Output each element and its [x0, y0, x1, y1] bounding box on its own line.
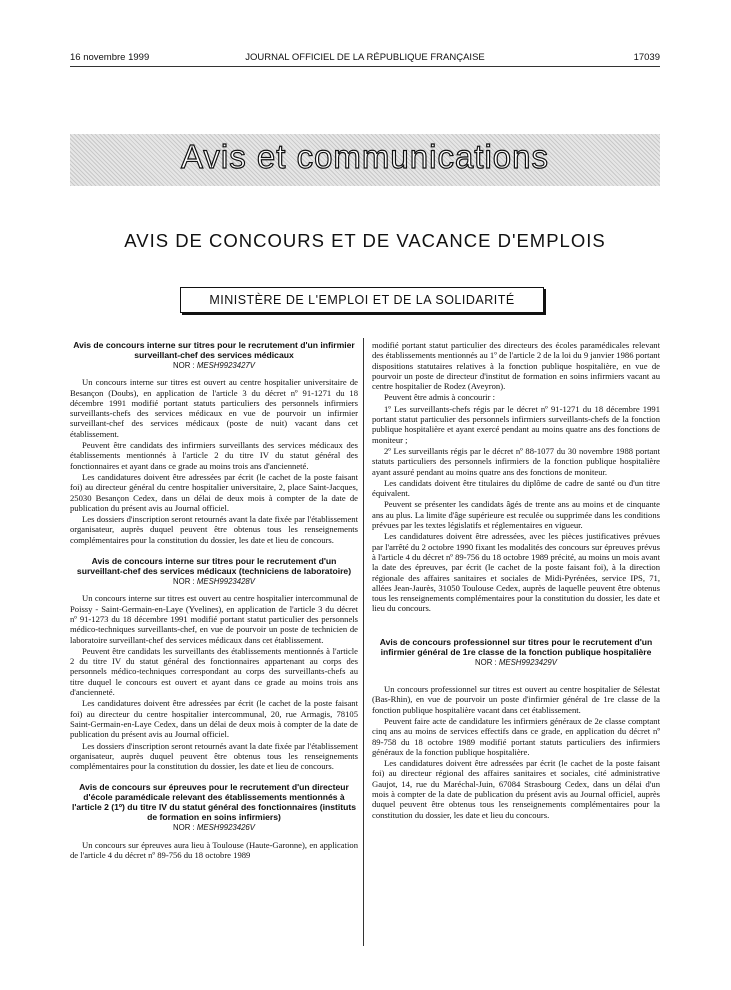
- notice-title: Avis de concours professionnel sur titres pour le recrutement d'un infirmier général de 1re classe de la fonction publique hospitalière: [379, 636, 653, 657]
- paragraph: Un concours interne sur titres est ouvert au centre hospitalier intercommunal de Poissy - Saint-Germain-en-Laye (Yvelines), en application de l'article 3 du décret nº 91-1273 du 18 décembre 1991 modifié portant statut particulier des personnels médico-techniques surveillants-chef, en vue de pourvoir un poste de technicien de laboratoire surveillant-chef des services médicaux dans cet établissement.: [70, 593, 358, 645]
- paragraph: Peuvent se présenter les candidats âgés de trente ans au moins et de cinquante ans au plus. La limite d'âge supérieure est reculée ou supprimée dans les conditions prévues par les textes législatifs et réglementaires en vigueur.: [372, 499, 660, 531]
- nor-reference: NOR : MESH9923427V: [173, 361, 255, 370]
- nor-reference: NOR : MESH9923426V: [173, 823, 255, 833]
- nor-reference: NOR : MESH9923429V: [475, 657, 557, 667]
- paragraph: Peuvent être candidats les surveillants des établissements mentionnés à l'article 2 du titre IV du statut général des fonctionnaires appartenant au corps des personnels médico-techniques correspondant au corps des surveillants-chefs au titre duquel le concours est ouvert et ayant dans ce grade au moins trois ans d'ancienneté.: [70, 645, 358, 698]
- nor-reference: NOR : MESH9923428V: [173, 577, 255, 587]
- notice-title: Avis de concours interne sur titres pour le recrutement d'un infirmier surveillant-chef des services médicaux: [73, 340, 355, 360]
- header-journal: JOURNAL OFFICIEL DE LA RÉPUBLIQUE FRANÇAISE: [245, 52, 485, 63]
- paragraph: Les candidatures doivent être adressées par écrit (le cachet de la poste faisant foi) au directeur général du centre hospitalier universitaire, 2, place Saint-Jacques, 25030 Besançon Cedex, dans un délai de deux mois à compter de la date de publication du présent avis au Journal officiel.: [70, 471, 358, 513]
- ministry-box: MINISTÈRE DE L'EMPLOI ET DE LA SOLIDARITÉ: [180, 287, 544, 313]
- paragraph: Les dossiers d'inscription seront retournés avant la date fixée par l'établissement organisateur, auprès duquel peuvent être obtenus tous les renseignements complémentaires pour la constitution du dossier, les date et lieu de concours.: [70, 740, 358, 772]
- paragraph: Peuvent être candidats des infirmiers surveillants des services médicaux des établissements mentionnés à l'article 2 du titre IV du statut général des fonctionnaires et ayant dans ce grade au moins trois ans d'ancienneté.: [70, 440, 358, 471]
- page-header: [70, 52, 660, 66]
- right-column: [372, 340, 660, 821]
- header-page-number: 17039: [633, 52, 660, 63]
- header-rule: [70, 66, 660, 67]
- paragraph: Un concours professionnel sur titres est ouvert au centre hospitalier de Sélestat (Bas-Rhin), en vue de pourvoir un poste d'infirmier général de 1re classe de la fonction publique hospitalière vacant dans cet établissement.: [372, 684, 660, 715]
- paragraph: Peuvent faire acte de candidature les infirmiers généraux de 2e classe comptant cinq ans au moins de services effectifs dans ce grade, en application du décret nº 89-758 du 18 octobre 1989 modifié portant statuts particuliers des infirmiers généraux de la fonction publique hospitalière.: [372, 715, 660, 757]
- notice-title: Avis de concours sur épreuves pour le recrutement d'un directeur d'école paramédicale relevant des établissements mentionnés à l'article 2 (1º) du titre IV du statut général des fonctionnaires (instituts de formation en soins infirmiers): [71, 782, 357, 823]
- paragraph: modifié portant statut particulier des directeurs des écoles paramédicales relevant des établissements mentionnés au 1º de l'article 2 de la loi du 9 janvier 1986 portant dispositions statutaires relatives à la fonction publique hospitalière, en vue de pourvoir un poste de directeur d'institut de formation en soins infirmiers vacant au centre hospitalier de Rodez (Aveyron).: [372, 340, 660, 392]
- banner: [70, 134, 660, 186]
- paragraph: Peuvent être admis à concourir :: [384, 392, 495, 403]
- header-date: 16 novembre 1999: [70, 52, 150, 63]
- section-title: AVIS DE CONCOURS ET DE VACANCE D'EMPLOIS: [124, 230, 606, 251]
- paragraph: Les dossiers d'inscription seront retournés avant la date fixée par l'établissement organisateur, auprès duquel peuvent être obtenus tous les renseignements complémentaires pour la constitution du dossier, les date et lieu de concours.: [70, 514, 358, 545]
- paragraph: Les candidats doivent être titulaires du diplôme de cadre de santé ou d'un titre équivalent.: [372, 477, 660, 499]
- paragraph: Un concours interne sur titres est ouvert au centre hospitalier universitaire de Besançon (Doubs), en application de l'article 3 du décret nº 91-1271 du 18 décembre 1991 modifié portant statuts particuliers des personnels infirmiers surveillants-chefs des services médicaux en vue de pourvoir un infirmier surveillant-chef des services médicaux (poste de nuit) vacant dans cet établissement.: [70, 377, 358, 439]
- notice-title: Avis de concours interne sur titres pour le recrutement d'un surveillant-chef des services médicaux (techniciens de laboratoire): [76, 556, 352, 577]
- paragraph: Les candidatures doivent être adressées, avec les pièces justificatives prévues par l'arrêté du 2 octobre 1990 fixant les modalités des concours sur épreuves prévus à l'article 4 du décret nº 89-756 du 18 octobre 1989 précité, au moins un mois avant la date des épreuves, par écrit (le cachet de la poste faisant foi), à la direction régionale des affaires sanitaires et sociales de Midi-Pyrénées, service IPS, 71, allées Jean-Jaurès, 31050 Toulouse Cedex, auprès de laquelle peuvent être obtenus tous les renseignements complémentaires pour la constitution du dossier, les date et lieu du concours.: [372, 531, 660, 614]
- column-divider: [363, 338, 364, 946]
- paragraph: Un concours sur épreuves aura lieu à Toulouse (Haute-Garonne), en application de l'article 4 du décret nº 89-756 du 18 octobre 1989: [70, 839, 358, 860]
- paragraph: 2º Les surveillants régis par le décret nº 88-1077 du 30 novembre 1988 portant statuts particuliers des personnels infirmiers de la fonction publique hospitalière ayant assuré pendant au moins quatre ans des fonctions de moniteur.: [372, 445, 660, 477]
- paragraph: 1º Les surveillants-chefs régis par le décret nº 91-1271 du 18 décembre 1991 portant statut particulier des personnels infirmiers surveillants-chefs de la fonction publique hospitalière et ayant exercé pendant au moins quatre ans des fonctions de moniteur ;: [372, 403, 660, 445]
- left-column: [70, 340, 358, 861]
- banner-title: Avis et communications: [180, 138, 550, 175]
- paragraph: Les candidatures doivent être adressées par écrit (le cachet de la poste faisant foi) au directeur régional des affaires sanitaires et sociales, cité administrative Gaujot, 14, rue du Maréchal-Juin, 67084 Strasbourg Cedex, dans un délai d'un mois à compter de la date de publication du présent avis au Journal officiel, auprès duquel peuvent être obtenus tous les renseignements complémentaires pour la constitution du dossier, les date et lieu du concours.: [372, 758, 660, 820]
- paragraph: Les candidatures doivent être adressées par écrit (le cachet de la poste faisant foi) au directeur du centre hospitalier intercommunal, 20, rue Armagis, 78105 Saint-Germain-en-Laye Cedex, dans un délai de deux mois à compter de la date de publication du présent avis au Journal officiel.: [70, 698, 358, 740]
